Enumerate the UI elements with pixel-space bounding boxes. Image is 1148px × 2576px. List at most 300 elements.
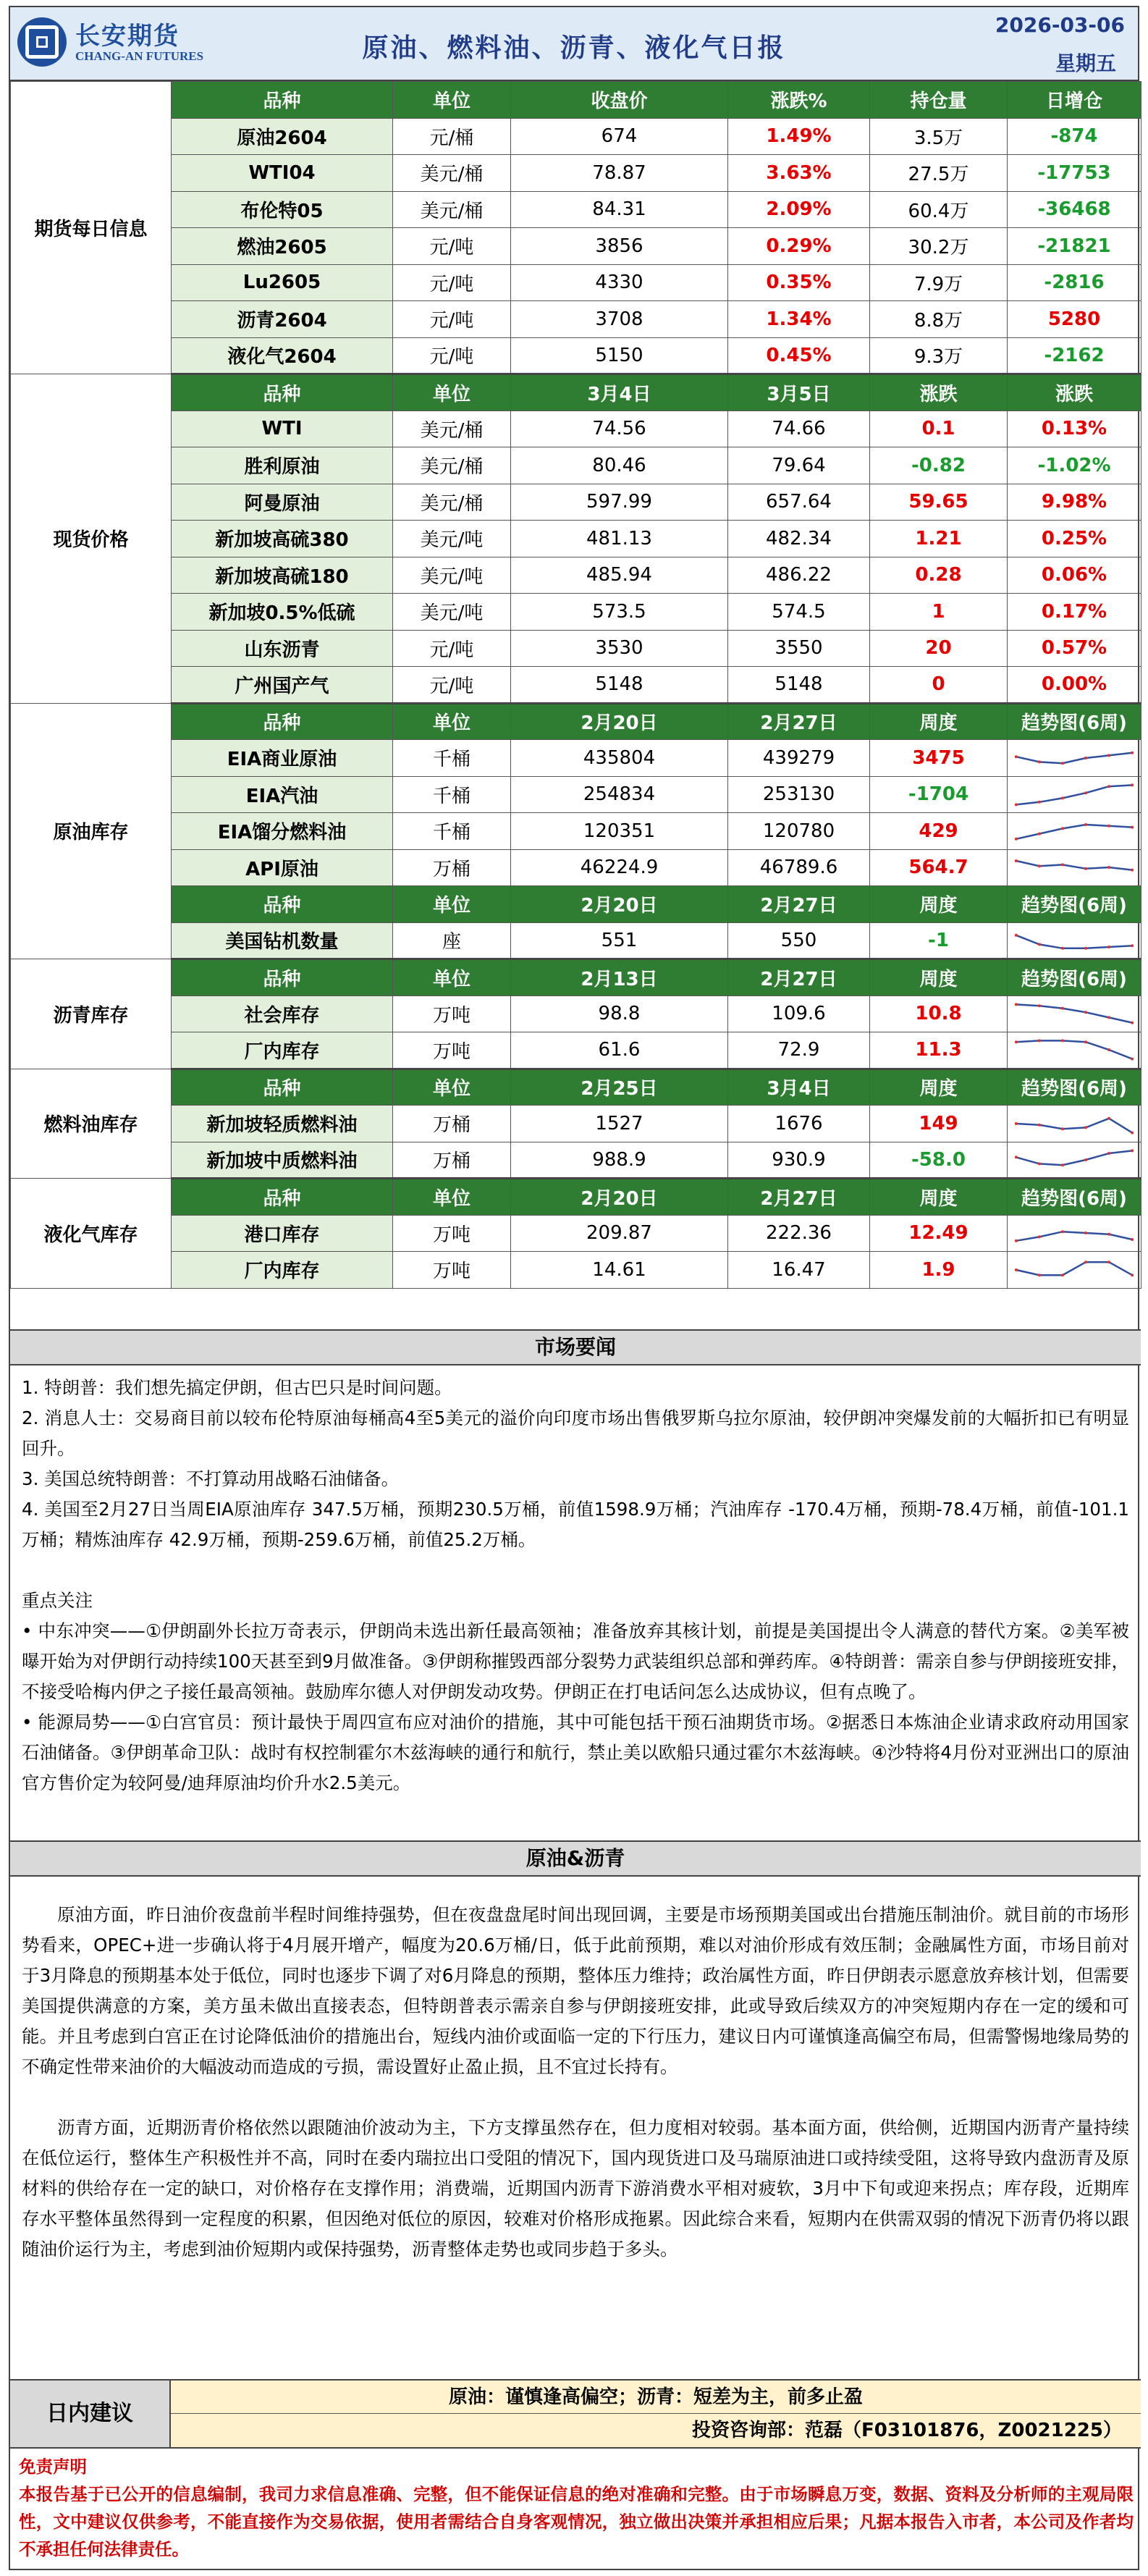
change-pct-cell: 0.57% [1008, 630, 1141, 667]
unit-cell: 万桶 [393, 1142, 511, 1179]
sparkline-point [1061, 947, 1064, 950]
product-name: 美国钻机数量 [172, 922, 393, 959]
change-cell: 1.34% [728, 301, 870, 338]
col-header: 品种 [172, 1069, 393, 1106]
col-header: 周度 [870, 1069, 1008, 1106]
sparkline-svg [1010, 778, 1138, 810]
table-row [11, 1142, 1141, 1179]
table-row [11, 484, 1141, 521]
product-name: 原油2604 [172, 118, 393, 155]
table-row [11, 776, 1141, 813]
trend-sparkline [1008, 1252, 1141, 1289]
change-cell: 0.45% [728, 337, 870, 374]
open-interest-cell: 3.5万 [870, 118, 1008, 155]
col-header: 持仓量 [870, 82, 1008, 119]
table-row [11, 557, 1141, 594]
change-pct-cell: 0.25% [1008, 521, 1141, 557]
sparkline-point [1084, 947, 1087, 950]
stock-cell: 550 [728, 922, 870, 959]
sparkline-point [1131, 869, 1134, 872]
unit-cell: 座 [393, 922, 511, 959]
col-header: 单位 [393, 703, 511, 740]
sparkline-point [1107, 946, 1110, 948]
stock-cell: 435804 [511, 740, 728, 777]
table-row [11, 337, 1141, 374]
sparkline-point [1038, 943, 1041, 946]
news-section-bar: 市场要闻 [10, 1329, 1141, 1365]
product-name: 新加坡中质燃料油 [172, 1142, 393, 1179]
sparkline-point [1131, 1274, 1134, 1276]
sparkline-point [1061, 797, 1064, 800]
stock-cell: 209.87 [511, 1215, 728, 1252]
weekly-change-cell: 10.8 [870, 996, 1008, 1032]
open-interest-cell: 60.4万 [870, 191, 1008, 228]
section-fuel-stock: 燃料油库存 [11, 1069, 172, 1179]
table-row [11, 411, 1141, 447]
unit-cell: 元/吨 [393, 301, 511, 338]
price-cell: 74.66 [728, 411, 870, 447]
product-name: 燃油2605 [172, 228, 393, 265]
sparkline-point [1061, 1274, 1064, 1276]
table-row [11, 155, 1141, 192]
sparkline-svg [1010, 742, 1138, 774]
col-header: 单位 [393, 959, 511, 996]
advice-label: 日内建议 [10, 2381, 171, 2447]
change-pct-cell: 0.13% [1008, 411, 1141, 447]
col-header: 2月20日 [511, 1179, 728, 1216]
product-name: WTI04 [172, 155, 393, 192]
change-cell: 0.35% [728, 264, 870, 301]
weekly-change-cell: 149 [870, 1106, 1008, 1142]
col-header: 2月27日 [728, 959, 870, 996]
unit-cell: 万桶 [393, 849, 511, 886]
sparkline-point [1131, 1238, 1134, 1241]
logo-english-name: CHANG-AN FUTURES [75, 49, 204, 63]
col-header: 2月25日 [511, 1069, 728, 1106]
unit-cell: 美元/桶 [393, 484, 511, 521]
sparkline-point [1038, 832, 1041, 835]
price-cell: 674 [511, 118, 728, 155]
news-block [22, 1373, 1129, 1798]
market-data-table [10, 81, 1141, 1289]
sparkline-point [1107, 1016, 1110, 1019]
sparkline-point [1015, 1239, 1018, 1242]
unit-cell: 元/吨 [393, 228, 511, 265]
sparkline-path [1016, 1005, 1132, 1023]
col-header: 单位 [393, 1069, 511, 1106]
col-header: 3月5日 [728, 374, 870, 411]
product-name: 山东沥青 [172, 630, 393, 667]
section-asphalt-stock: 沥青库存 [11, 959, 172, 1069]
sparkline-path [1016, 861, 1132, 870]
advisor-info: 投资咨询部：范磊（F03101876，Z0021225） [171, 2414, 1141, 2447]
trend-sparkline [1008, 849, 1141, 886]
report-page [9, 6, 1139, 2570]
trend-sparkline [1008, 922, 1141, 959]
change-cell: 2.09% [728, 191, 870, 228]
table-row [11, 447, 1141, 484]
unit-cell: 千桶 [393, 776, 511, 813]
sparkline-point [1015, 838, 1018, 841]
col-header: 2月13日 [511, 959, 728, 996]
sparkline-point [1131, 944, 1134, 947]
analysis-section-bar: 原油&沥青 [10, 1840, 1141, 1877]
sparkline-point [1038, 801, 1041, 804]
sparkline-point [1038, 1236, 1041, 1239]
product-name: 布伦特05 [172, 191, 393, 228]
daily-advice [10, 2379, 1141, 2449]
col-header: 品种 [172, 959, 393, 996]
news-item: 3. 美国总统特朗普：不打算动用战略石油储备。 [22, 1468, 400, 1489]
fuel-stock-header-row [11, 1069, 1141, 1106]
stock-cell: 46224.9 [511, 849, 728, 886]
sparkline-svg [1010, 1254, 1138, 1286]
oi-change-cell: -2162 [1008, 337, 1141, 374]
price-cell: 597.99 [511, 484, 728, 521]
oi-change-cell: -36468 [1008, 191, 1141, 228]
sparkline-path [1016, 1150, 1132, 1165]
change-cell: 20 [870, 630, 1008, 667]
sparkline-point [1015, 1040, 1018, 1043]
sparkline-path [1016, 786, 1132, 805]
spot-header-row [11, 374, 1141, 411]
change-cell: 59.65 [870, 484, 1008, 521]
sparkline-point [1107, 866, 1110, 869]
change-cell: 0.29% [728, 228, 870, 265]
change-cell: 1.21 [870, 521, 1008, 557]
sparkline-svg [1010, 998, 1138, 1030]
spacer [22, 1555, 1129, 1586]
table-row [11, 740, 1141, 777]
price-cell: 481.13 [511, 521, 728, 557]
unit-cell: 元/吨 [393, 264, 511, 301]
col-header: 趋势图(6周) [1008, 959, 1141, 996]
table-row [11, 594, 1141, 631]
sparkline-point [1038, 864, 1041, 867]
oi-change-cell: 5280 [1008, 301, 1141, 338]
table-row [11, 191, 1141, 228]
sparkline-point [1038, 1124, 1041, 1127]
col-header: 单位 [393, 82, 511, 119]
section-futures: 期货每日信息 [11, 82, 172, 374]
price-cell: 574.5 [728, 594, 870, 631]
col-header: 单位 [393, 1179, 511, 1216]
sparkline-point [1015, 859, 1018, 862]
table-row [11, 813, 1141, 850]
change-pct-cell: 0.06% [1008, 557, 1141, 594]
asphalt-analysis-paragraph: 沥青方面，近期沥青价格依然以跟随油价波动为主，下方支撑虽然存在，但力度相对较弱。基本面方面，供给侧，近期国内沥青产量持续在低位运行，整体生产积极性并不高，同时在委内瑞拉出口受阻的情况下，国内现货进口及马瑞原油进口或持续受阻，这将导致内盘沥青及原材料的供给存在一定的缺口，对价格存在支撑作用；消费端，近期国内沥青下游消费水平相对疲软，3月中下旬或迎来拐点；库存段，近期库存水平整体虽然得到一定程度的积累，但因绝对低位的原因，较难对价格形成拖累。因此综合来看，短期内在供需双弱的情况下沥青仍将以跟随油价运行为主，考虑到油价短期内或保持强势，沥青整体走势也或同步趋于多头。 [22, 2117, 1129, 2260]
sparkline-point [1015, 1122, 1018, 1125]
col-header: 单位 [393, 374, 511, 411]
logo-chinese-name: 长安期货 [75, 22, 180, 51]
open-interest-cell: 30.2万 [870, 228, 1008, 265]
stock-cell: 16.47 [728, 1252, 870, 1289]
stock-cell: 254834 [511, 776, 728, 813]
disclaimer-title: 免责声明 [19, 2457, 87, 2477]
weekly-change-cell: 564.7 [870, 849, 1008, 886]
oi-change-cell: -2816 [1008, 264, 1141, 301]
col-header: 品种 [172, 703, 393, 740]
rig-header-row [11, 886, 1141, 923]
weekly-change-cell: 3475 [870, 740, 1008, 777]
open-interest-cell: 27.5万 [870, 155, 1008, 192]
col-header: 3月4日 [511, 374, 728, 411]
sparkline-path [1016, 1119, 1132, 1133]
col-header: 趋势图(6周) [1008, 1069, 1141, 1106]
unit-cell: 美元/吨 [393, 594, 511, 631]
advice-text: 原油：谨慎逢高偏空；沥青：短差为主，前多止盈 [171, 2381, 1141, 2414]
oi-change-cell: -874 [1008, 118, 1141, 155]
sparkline-point [1107, 1048, 1110, 1051]
report-date: 2026-03-06 [995, 13, 1125, 37]
price-cell: 3708 [511, 301, 728, 338]
sparkline-point [1061, 1163, 1064, 1166]
sparkline-point [1061, 827, 1064, 830]
unit-cell: 万桶 [393, 1106, 511, 1142]
weekly-change-cell: 429 [870, 813, 1008, 850]
product-name: 阿曼原油 [172, 484, 393, 521]
unit-cell: 元/吨 [393, 667, 511, 704]
sparkline-svg [1010, 815, 1138, 847]
sparkline-point [1084, 1011, 1087, 1014]
unit-cell: 元/吨 [393, 630, 511, 667]
stock-cell: 120351 [511, 813, 728, 850]
table-row [11, 1252, 1141, 1289]
price-cell: 74.56 [511, 411, 728, 447]
col-header: 2月20日 [511, 703, 728, 740]
price-cell: 80.46 [511, 447, 728, 484]
unit-cell: 美元/吨 [393, 521, 511, 557]
col-header: 周度 [870, 959, 1008, 996]
col-header: 3月4日 [728, 1069, 870, 1106]
price-cell: 573.5 [511, 594, 728, 631]
price-cell: 84.31 [511, 191, 728, 228]
stock-cell: 72.9 [728, 1032, 870, 1069]
sparkline-point [1061, 1040, 1064, 1043]
sparkline-point [1084, 791, 1087, 794]
sparkline-point [1061, 864, 1064, 867]
change-pct-cell: 0.17% [1008, 594, 1141, 631]
sparkline-point [1015, 1003, 1018, 1006]
section-spot: 现货价格 [11, 374, 172, 704]
table-row [11, 228, 1141, 265]
lpg-stock-header-row [11, 1179, 1141, 1216]
stock-cell: 551 [511, 922, 728, 959]
price-cell: 78.87 [511, 155, 728, 192]
unit-cell: 万吨 [393, 1032, 511, 1069]
sparkline-point [1084, 1260, 1087, 1263]
product-name: 厂内库存 [172, 1252, 393, 1289]
product-name: 沥青2604 [172, 301, 393, 338]
sparkline-path [1016, 1232, 1132, 1241]
price-cell: 79.64 [728, 447, 870, 484]
col-header: 品种 [172, 886, 393, 923]
sparkline-point [1015, 934, 1018, 937]
sparkline-point [1131, 1022, 1134, 1024]
disclaimer [19, 2453, 1134, 2563]
sparkline-point [1061, 762, 1064, 765]
spacer [22, 2082, 1129, 2113]
col-header: 2月27日 [728, 886, 870, 923]
sparkline-point [1131, 752, 1134, 754]
sparkline-point [1084, 757, 1087, 759]
price-cell: 485.94 [511, 557, 728, 594]
table-row [11, 630, 1141, 667]
sparkline-point [1084, 1232, 1087, 1234]
col-header: 周度 [870, 886, 1008, 923]
stock-cell: 988.9 [511, 1142, 728, 1179]
product-name: 港口库存 [172, 1215, 393, 1252]
product-name: 新加坡轻质燃料油 [172, 1106, 393, 1142]
trend-sparkline [1008, 776, 1141, 813]
trend-sparkline [1008, 996, 1141, 1032]
unit-cell: 美元/桶 [393, 155, 511, 192]
unit-cell: 美元/桶 [393, 411, 511, 447]
sparkline-svg [1010, 925, 1138, 956]
trend-sparkline [1008, 1106, 1141, 1142]
unit-cell: 美元/桶 [393, 191, 511, 228]
sparkline-point [1084, 823, 1087, 826]
sparkline-point [1038, 1274, 1041, 1276]
change-pct-cell: 9.98% [1008, 484, 1141, 521]
trend-sparkline [1008, 1142, 1141, 1179]
col-header: 品种 [172, 82, 393, 119]
sparkline-path [1016, 825, 1132, 839]
unit-cell: 万吨 [393, 996, 511, 1032]
change-cell: -0.82 [870, 447, 1008, 484]
price-cell: 657.64 [728, 484, 870, 521]
col-header: 单位 [393, 886, 511, 923]
col-header: 趋势图(6周) [1008, 703, 1141, 740]
sparkline-point [1061, 1127, 1064, 1130]
unit-cell: 美元/吨 [393, 557, 511, 594]
col-header: 品种 [172, 1179, 393, 1216]
product-name: 广州国产气 [172, 667, 393, 704]
product-name: 胜利原油 [172, 447, 393, 484]
change-cell: 3.63% [728, 155, 870, 192]
stock-cell: 222.36 [728, 1215, 870, 1252]
col-header: 涨跌% [728, 82, 870, 119]
sparkline-point [1107, 785, 1110, 788]
stock-cell: 46789.6 [728, 849, 870, 886]
weekly-change-cell: 12.49 [870, 1215, 1008, 1252]
analysis-block [22, 1900, 1129, 2265]
stock-cell: 1676 [728, 1106, 870, 1142]
sparkline-point [1131, 1058, 1134, 1061]
stock-cell: 1527 [511, 1106, 728, 1142]
sparkline-point [1015, 1156, 1018, 1158]
table-row [11, 301, 1141, 338]
news-item: 2. 消息人士：交易商目前以较布伦特原油每桶高4至5美元的溢价向印度市场出售俄罗斯乌拉尔原油，较伊朗冲突爆发前的大幅折扣已有明显回升。 [22, 1407, 1129, 1459]
product-name: 液化气2604 [172, 337, 393, 374]
open-interest-cell: 8.8万 [870, 301, 1008, 338]
col-header: 品种 [172, 374, 393, 411]
crude-stock-header-row [11, 703, 1141, 740]
col-header: 涨跌 [1008, 374, 1141, 411]
sparkline-point [1107, 1260, 1110, 1263]
stock-cell: 253130 [728, 776, 870, 813]
weekly-change-cell: -58.0 [870, 1142, 1008, 1179]
product-name: API原油 [172, 849, 393, 886]
open-interest-cell: 9.3万 [870, 337, 1008, 374]
col-header: 日增仓 [1008, 82, 1141, 119]
sparkline-point [1131, 1149, 1134, 1152]
price-cell: 5150 [511, 337, 728, 374]
table-row [11, 849, 1141, 886]
col-header: 周度 [870, 1179, 1008, 1216]
table-row [11, 1215, 1141, 1252]
focus-title: 重点关注 [22, 1590, 93, 1611]
oi-change-cell: -21821 [1008, 228, 1141, 265]
sparkline-point [1084, 1158, 1087, 1161]
sparkline-point [1107, 825, 1110, 828]
table-row [11, 667, 1141, 704]
table-row [11, 996, 1141, 1032]
sparkline-point [1131, 1131, 1134, 1134]
sparkline-point [1107, 1152, 1110, 1155]
price-cell: 482.34 [728, 521, 870, 557]
sparkline-svg [1010, 1034, 1138, 1066]
product-name: 新加坡高硫180 [172, 557, 393, 594]
sparkline-point [1107, 1117, 1110, 1120]
sparkline-svg [1010, 1144, 1138, 1176]
change-cell: 0 [870, 667, 1008, 704]
sparkline-path [1016, 753, 1132, 763]
sparkline-point [1107, 754, 1110, 757]
table-row [11, 264, 1141, 301]
crude-analysis-paragraph: 原油方面，昨日油价夜盘前半程时间维持强势，但在夜盘盘尾时间出现回调，主要是市场预期美国或出台措施压制油价。就目前的市场形势看来，OPEC+进一步确认将于4月展开增产，幅度为20.6万桶/日，低于此前预期，难以对油价形成有效压制；金融属性方面，市场目前对于3月降息的预期基本处于低位，同时也逐步下调了对6月降息的预期，整体压力维持；政治属性方面，昨日伊朗表示愿意放弃核计划，但需要美国提供满意的方案，美方虽未做出直接表态，但特朗普表示需亲自参与伊朗接班安排，此或导致后续双方的冲突短期内存在一定的缓和可能。并且考虑到白宫正在讨论降低油价的措施出台，短线内油价或面临一定的下行压力，建议日内可谨慎逢高偏空布局，但需警惕地缘局势的不确定性带来油价的大幅波动而造成的亏损，需设置好止盈止损，且不宜过长持有。 [22, 1904, 1129, 2077]
sparkline-svg [1010, 851, 1138, 883]
section-crude-stock: 原油库存 [11, 703, 172, 959]
sparkline-point [1015, 755, 1018, 758]
asphalt-stock-header-row [11, 959, 1141, 996]
col-header: 2月27日 [728, 703, 870, 740]
news-item: 4. 美国至2月27日当周EIA原油库存 347.5万桶，预期230.5万桶，前值1598.9万桶；汽油库存 -170.4万桶，预期-78.4万桶，前值-101.1万桶；精炼油库存 42.9万桶，预期-259.6万桶，前值25.2万桶。 [22, 1499, 1129, 1550]
sparkline-point [1084, 1040, 1087, 1043]
change-pct-cell: -1.02% [1008, 447, 1141, 484]
table-row [11, 1106, 1141, 1142]
product-name: EIA商业原油 [172, 740, 393, 777]
col-header: 2月27日 [728, 1179, 870, 1216]
stock-cell: 930.9 [728, 1142, 870, 1179]
unit-cell: 千桶 [393, 740, 511, 777]
col-header: 趋势图(6周) [1008, 1179, 1141, 1216]
change-cell: 1.49% [728, 118, 870, 155]
stock-cell: 109.6 [728, 996, 870, 1032]
sparkline-point [1038, 760, 1041, 763]
price-cell: 3856 [511, 228, 728, 265]
sparkline-point [1107, 1233, 1110, 1236]
price-cell: 3550 [728, 630, 870, 667]
sparkline-path [1016, 1262, 1132, 1275]
trend-sparkline [1008, 1032, 1141, 1069]
col-header: 周度 [870, 703, 1008, 740]
unit-cell: 元/吨 [393, 337, 511, 374]
table-row [11, 1032, 1141, 1069]
section-lpg-stock: 液化气库存 [11, 1179, 172, 1289]
col-header: 收盘价 [511, 82, 728, 119]
product-name: 新加坡高硫380 [172, 521, 393, 557]
report-header [10, 7, 1138, 81]
price-cell: 5148 [511, 667, 728, 704]
trend-sparkline [1008, 740, 1141, 777]
weekly-change-cell: -1 [870, 922, 1008, 959]
disclaimer-text: 本报告基于已公开的信息编制，我司力求信息准确、完整，但不能保证信息的绝对准确和完整。由于市场瞬息万变，数据、资料及分析师的主观局限性，文中建议仅供参考，不能直接作为交易依据，使用者需结合自身客观情况，独立做出决策并承担相应后果；凡据本报告入市者，本公司及作者均不承担任何法律责任。 [19, 2484, 1134, 2559]
sparkline-point [1061, 1230, 1064, 1233]
report-weekday: 星期五 [1055, 51, 1116, 75]
report-title: 原油、燃料油、沥青、液化气日报 [362, 33, 786, 63]
sparkline-point [1084, 867, 1087, 870]
